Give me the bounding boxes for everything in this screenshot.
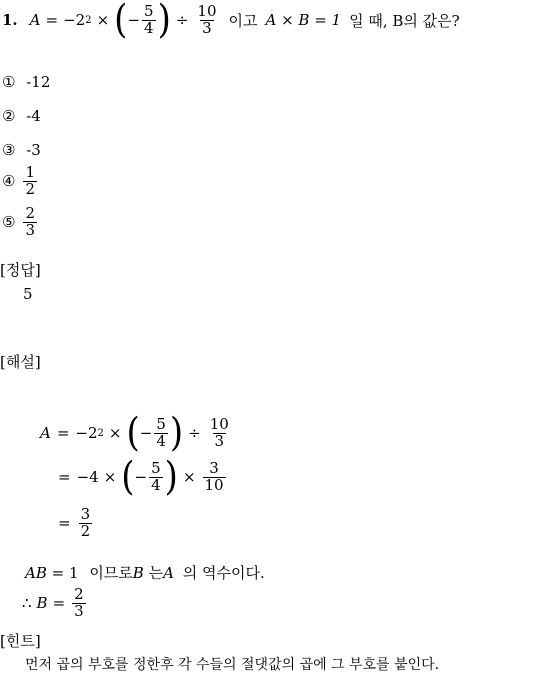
- text-imeuro: 이므로: [89, 564, 133, 582]
- expr-b: B: [36, 594, 48, 612]
- fraction-10-3: [195, 1, 218, 37]
- option-marker: ⑤: [2, 213, 16, 231]
- option-fraction: [23, 203, 37, 239]
- expr-neg2: −2: [75, 424, 98, 442]
- fraction-numerator: 2: [25, 203, 35, 222]
- option-marker: ①: [2, 73, 16, 91]
- fraction-denominator: 4: [156, 431, 166, 450]
- right-paren: ): [157, 0, 171, 44]
- expr-b: B: [132, 564, 144, 582]
- therefore-symbol: ∴: [22, 594, 32, 612]
- expr-times: ×: [96, 11, 110, 29]
- fraction-numerator: 3: [80, 504, 91, 523]
- answer-value: 5: [23, 285, 33, 303]
- fraction-5-4: [142, 1, 156, 37]
- left-paren: (: [126, 410, 140, 456]
- explanation-line-1: [40, 412, 233, 454]
- text-igo: 이고: [228, 11, 258, 30]
- expr-eq: =: [58, 468, 71, 486]
- expr-times: ×: [182, 468, 196, 486]
- option-value: -3: [26, 141, 41, 159]
- answer-label: [정답]: [0, 261, 41, 279]
- fraction-numerator: 10: [209, 414, 229, 433]
- option-marker: ④: [2, 172, 16, 190]
- expr-a: A: [163, 564, 174, 582]
- fraction-numerator: 3: [209, 458, 219, 477]
- fraction-numerator: 10: [197, 1, 217, 20]
- fraction-3-10: [203, 458, 226, 494]
- left-paren: (: [114, 0, 128, 44]
- expr-exponent: 2: [97, 427, 104, 439]
- expr-ab: AB: [25, 564, 47, 582]
- fraction-numerator: 2: [74, 584, 84, 603]
- fraction-denominator: 3: [202, 18, 212, 37]
- fraction-numerator: 5: [156, 414, 166, 433]
- expr-eq-one: = 1: [51, 564, 79, 582]
- fraction-denominator: 2: [80, 521, 91, 540]
- expr-neg2: −2: [63, 11, 86, 29]
- expr-a: A: [40, 424, 51, 442]
- expr-eq: =: [52, 594, 66, 612]
- hint-text: 먼저 곱의 부호를 정한후 각 수들의 절댓값의 곱에 그 부호를 붙인다.: [25, 657, 440, 673]
- expr-eq: =: [45, 11, 59, 29]
- fraction-denominator: 10: [204, 475, 224, 494]
- fraction-denominator: 3: [214, 431, 225, 450]
- option-value: -4: [26, 107, 41, 125]
- text-reciprocal: 의 역수이다.: [182, 564, 265, 582]
- expr-times: ×: [103, 468, 117, 486]
- option-marker: ②: [2, 107, 16, 125]
- expr-eq: =: [56, 424, 70, 442]
- fraction-numerator: 1: [25, 162, 35, 181]
- question-number: 1.: [2, 11, 18, 29]
- explanation-label: [해설]: [0, 353, 41, 371]
- expr-div: ÷: [175, 11, 189, 29]
- option-2[interactable]: [2, 107, 41, 125]
- option-3[interactable]: [2, 141, 41, 159]
- expr-minus: −: [139, 424, 153, 442]
- expr-eq: =: [58, 514, 71, 532]
- fraction-denominator: 2: [25, 179, 35, 198]
- option-fraction: [23, 162, 37, 198]
- fraction-5-4: [154, 414, 168, 450]
- fraction-denominator: 3: [25, 220, 35, 239]
- option-4[interactable]: [2, 161, 39, 201]
- expr-neg4: −4: [76, 468, 99, 486]
- fraction-denominator: 4: [144, 18, 154, 37]
- explanation-sentence: [25, 562, 265, 583]
- fraction-3-2: [79, 504, 93, 540]
- question-tail: 일 때, B의 값은?: [349, 11, 460, 30]
- explanation-line-3: [58, 502, 94, 544]
- hint-label: [힌트]: [0, 632, 41, 650]
- question: [2, 0, 460, 44]
- expr-minus: −: [134, 468, 148, 486]
- expr-a: A: [29, 11, 41, 29]
- right-paren: ): [169, 410, 184, 456]
- option-1[interactable]: [2, 73, 50, 91]
- fraction-numerator: 5: [151, 458, 161, 477]
- expr-minus: −: [127, 11, 141, 29]
- fraction-numerator: 5: [144, 1, 154, 20]
- expr-times: ×: [108, 424, 122, 442]
- explanation-line-2: [58, 456, 228, 498]
- fraction-denominator: 4: [151, 475, 161, 494]
- fraction-denominator: 3: [74, 601, 84, 620]
- fraction-5-4: [149, 458, 163, 494]
- fraction-10-3: [208, 414, 231, 450]
- expr-div: ÷: [188, 424, 201, 442]
- right-paren: ): [164, 454, 178, 500]
- option-marker: ③: [2, 141, 16, 159]
- left-paren: (: [121, 454, 135, 500]
- option-5[interactable]: [2, 202, 39, 242]
- explanation-conclusion: [22, 582, 88, 624]
- fraction-2-3: [72, 584, 86, 620]
- text-neun: 는: [148, 564, 164, 582]
- option-value: -12: [26, 73, 51, 91]
- condition: A × B = 1: [265, 11, 342, 29]
- expr-exponent: 2: [85, 14, 92, 26]
